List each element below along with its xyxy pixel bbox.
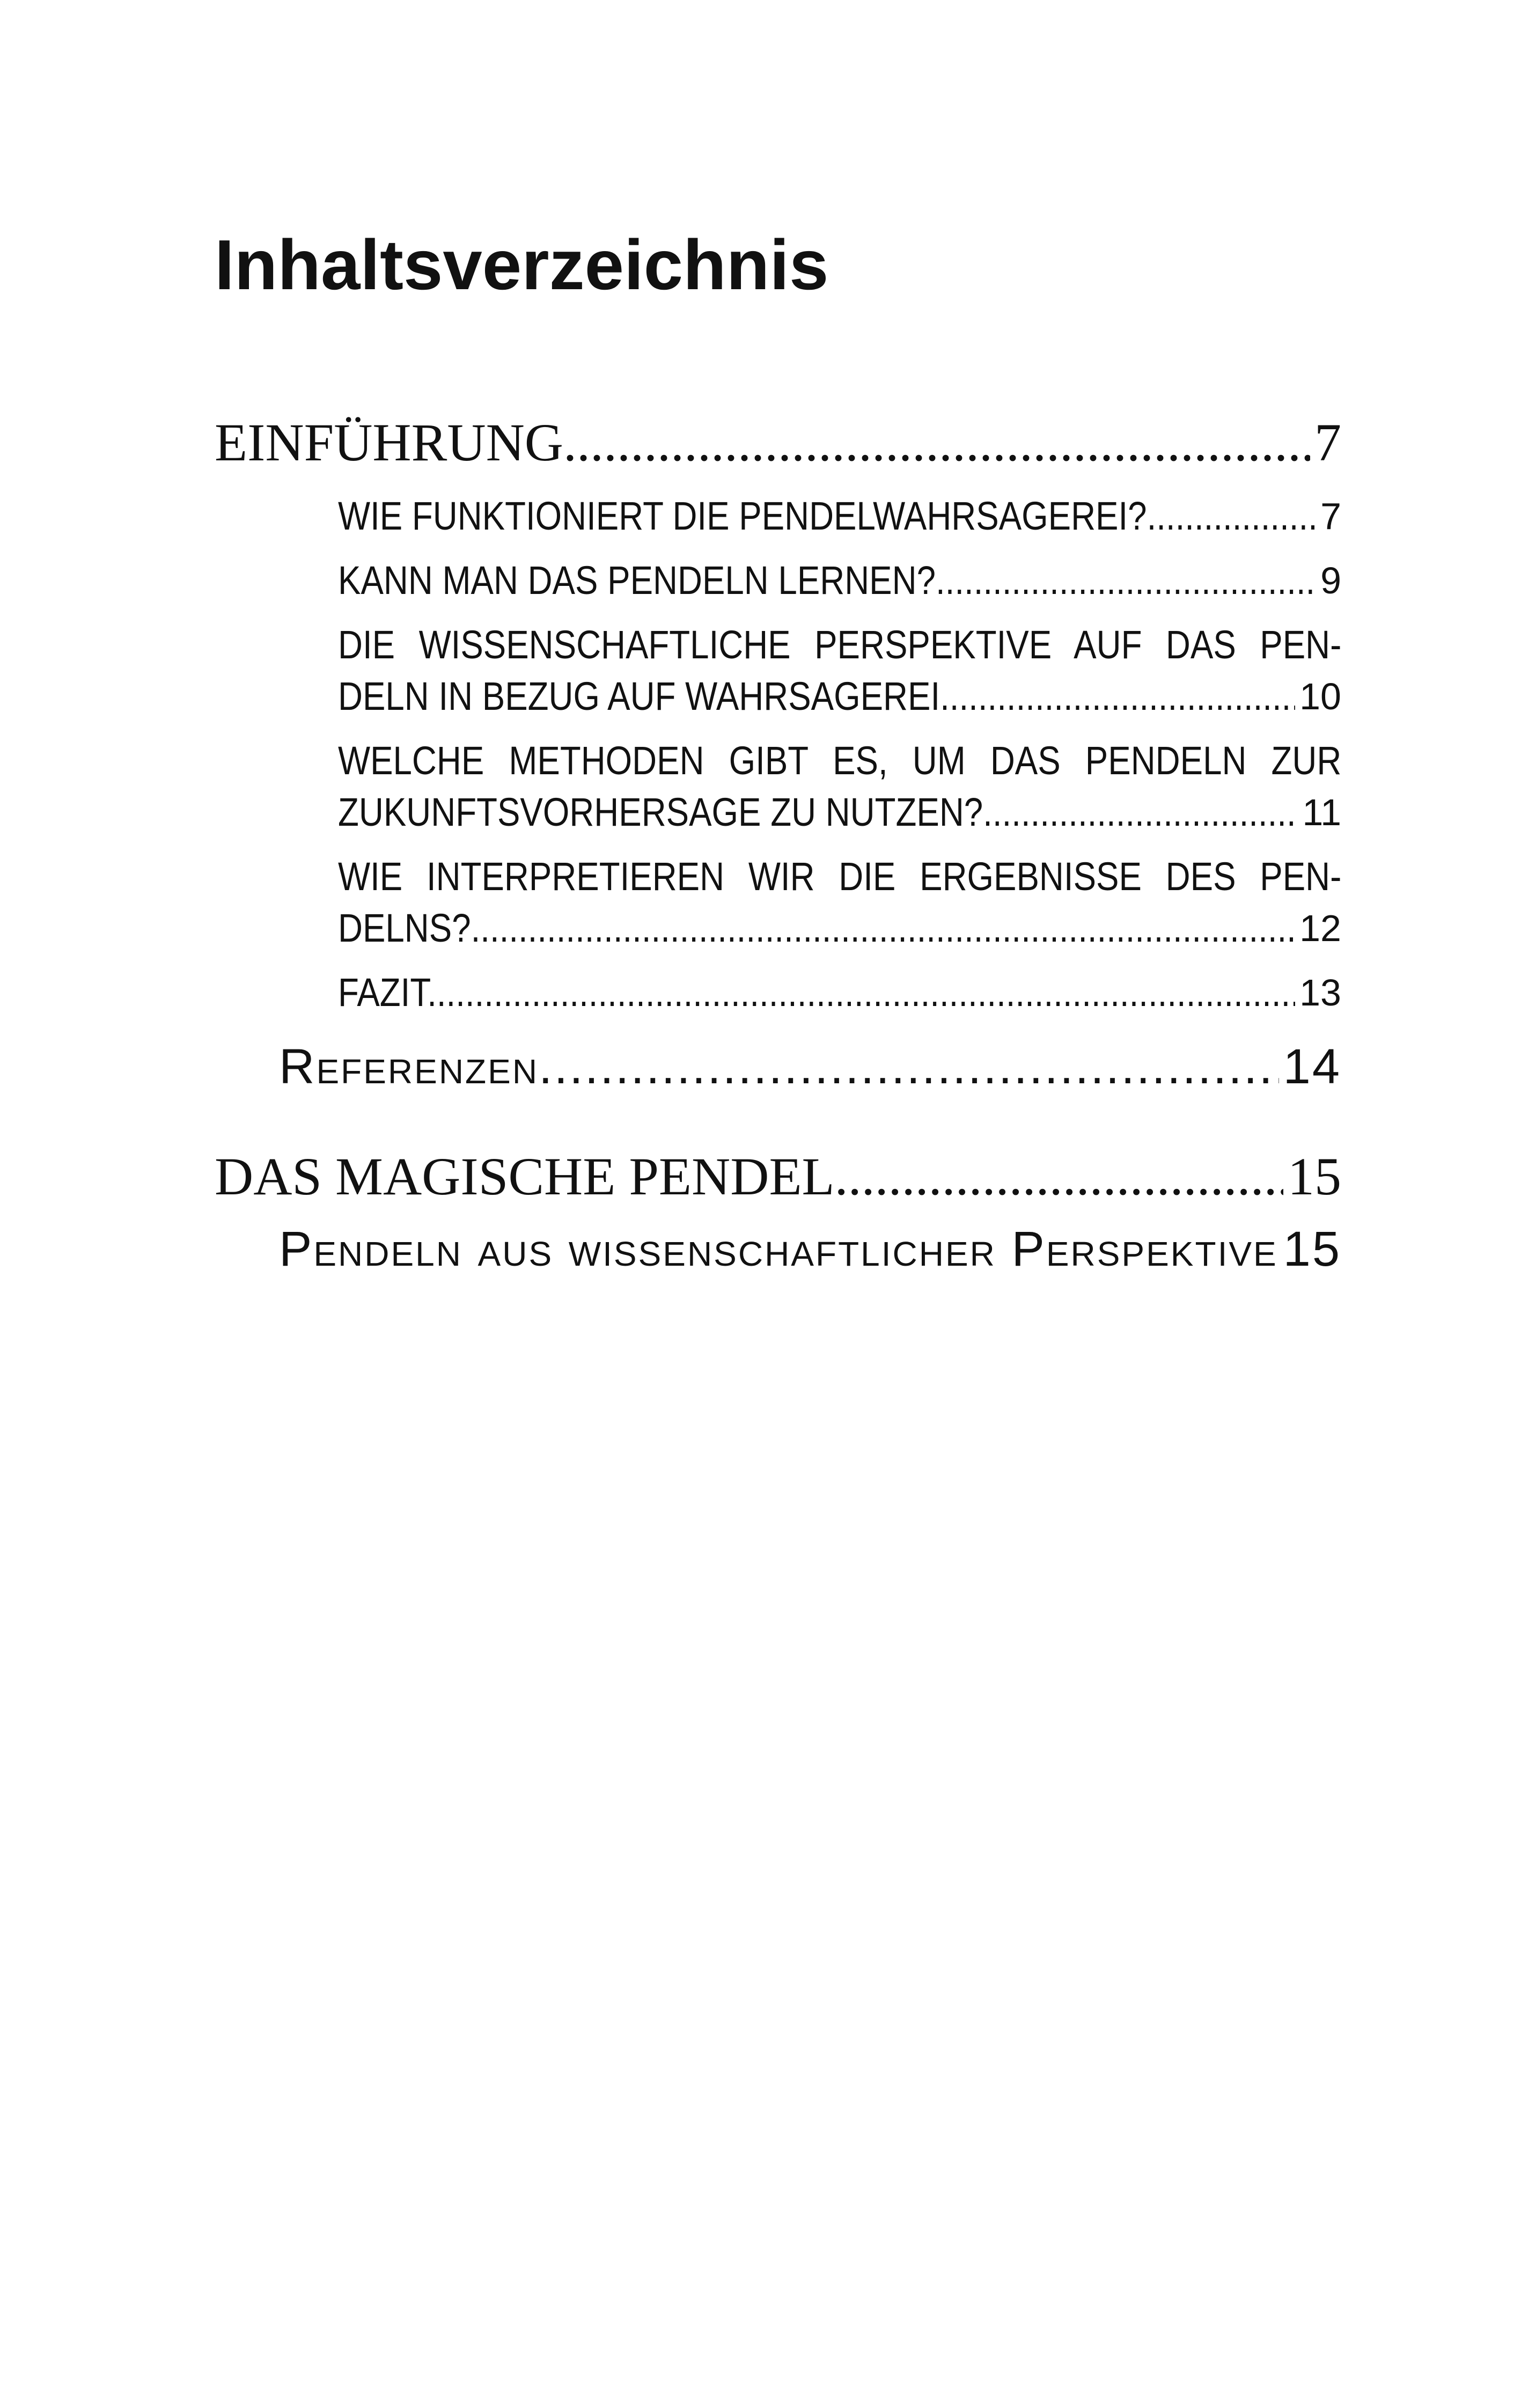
toc-entry-title: DAS MAGISCHE PENDEL bbox=[215, 1147, 835, 1206]
toc-page-number: 13 bbox=[1295, 967, 1341, 1018]
dot-leader bbox=[539, 1039, 1341, 1094]
toc-page-number: 11 bbox=[1298, 787, 1341, 838]
toc-page-number: 10 bbox=[1295, 671, 1341, 722]
dot-leader bbox=[940, 674, 1341, 718]
dot-leader bbox=[983, 790, 1341, 834]
toc-entry-title: FAZIT bbox=[338, 970, 428, 1015]
toc-entry-wissenschaftliche-perspektive[interactable] bbox=[338, 619, 1341, 722]
toc-entry-title-line1: DIE WISSENSCHAFTLICHE PERSPEKTIVE AUF DAS PEN- bbox=[338, 622, 1342, 667]
toc-entry-wie-interpretieren[interactable] bbox=[338, 851, 1341, 954]
toc-page-number: 7 bbox=[1316, 490, 1341, 542]
toc-entry-title: WIE FUNKTIONIERT DIE PENDELWAHRSAGEREI? bbox=[338, 494, 1147, 538]
toc-entry-title: Pendeln aus wissenschaftlicher Perspektive bbox=[279, 1222, 1278, 1276]
toc-entry-title: EINFÜHRUNG bbox=[215, 413, 563, 472]
dot-leader bbox=[1147, 494, 1341, 538]
toc-page-number: 15 bbox=[1283, 1142, 1341, 1212]
dot-leader bbox=[427, 970, 1341, 1015]
toc-entry-das-magische-pendel[interactable] bbox=[215, 1142, 1341, 1212]
toc-entry-title-line2: ZUKUNFTSVORHERSAGE ZU NUTZEN? bbox=[338, 790, 983, 834]
toc-entry-welche-methoden[interactable] bbox=[338, 735, 1341, 838]
toc-entry-title-line2: DELNS? bbox=[338, 906, 471, 950]
toc-page-number: 9 bbox=[1316, 555, 1341, 606]
toc-page-number: 15 bbox=[1279, 1217, 1341, 1281]
dot-leader bbox=[835, 1147, 1341, 1206]
toc-entry-title-line2: DELN IN BEZUG AUF WAHRSAGEREI bbox=[338, 674, 940, 718]
toc-entry-title: Referenzen bbox=[279, 1039, 539, 1094]
toc-entry-title: KANN MAN DAS PENDELN LERNEN? bbox=[338, 558, 936, 603]
table-of-contents bbox=[215, 408, 1341, 1281]
toc-entry-title-line1: WELCHE METHODEN GIBT ES, UM DAS PENDELN ZUR bbox=[338, 738, 1342, 783]
toc-entry-wie-funktioniert[interactable] bbox=[338, 490, 1341, 542]
dot-leader bbox=[936, 558, 1341, 603]
toc-entry-einfuehrung[interactable] bbox=[215, 408, 1341, 478]
page-title: Inhaltsverzeichnis bbox=[215, 225, 829, 304]
toc-page-number: 14 bbox=[1279, 1034, 1341, 1099]
dot-leader bbox=[563, 413, 1341, 472]
dot-leader bbox=[471, 906, 1341, 950]
toc-page-number: 12 bbox=[1295, 902, 1341, 954]
toc-entry-fazit[interactable] bbox=[338, 967, 1341, 1018]
toc-page-number: 7 bbox=[1310, 408, 1341, 478]
toc-entry-title-line1: WIE INTERPRETIEREN WIR DIE ERGEBNISSE DES PEN- bbox=[338, 854, 1342, 899]
toc-entry-kann-man-lernen[interactable] bbox=[338, 555, 1341, 606]
toc-entry-pendeln-perspektive[interactable] bbox=[279, 1217, 1341, 1281]
toc-entry-referenzen[interactable] bbox=[279, 1034, 1341, 1099]
